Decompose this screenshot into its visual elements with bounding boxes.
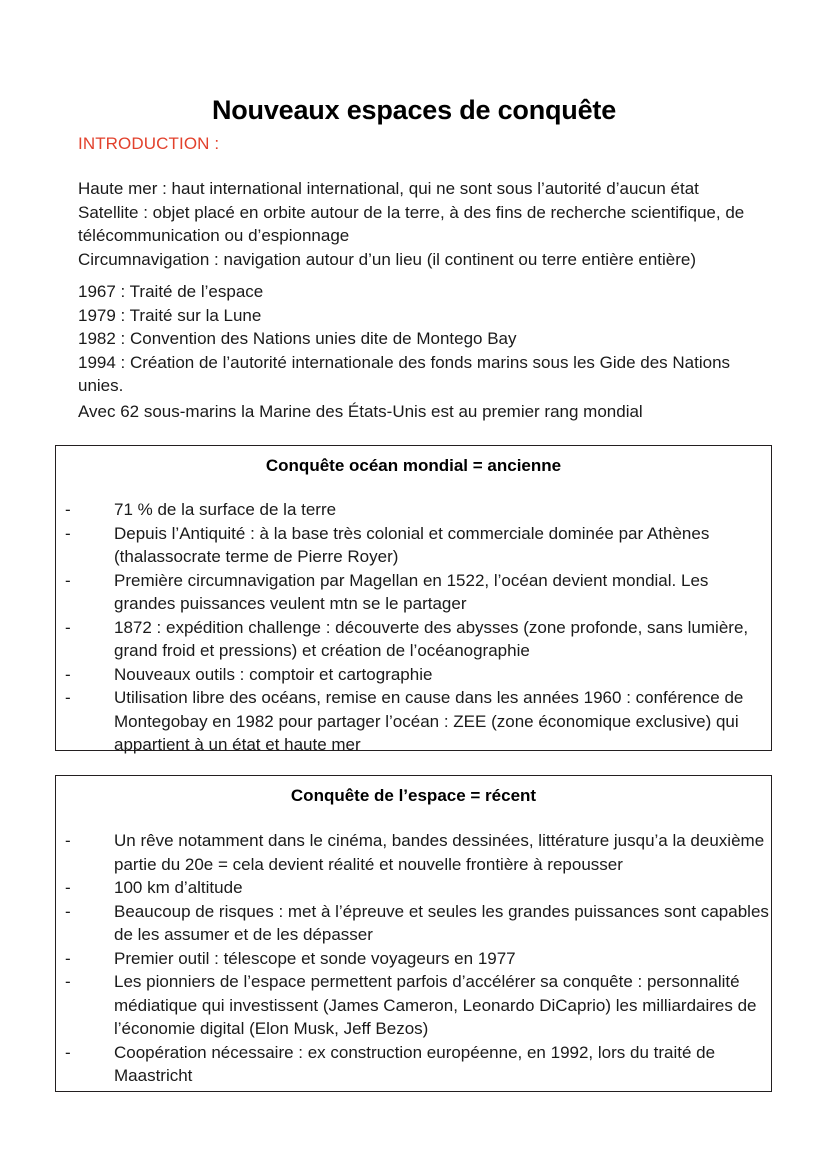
list-item	[65, 686, 771, 757]
definition-line: Haute mer : haut international international, qui ne sont sous l’autorité d’aucun état	[78, 179, 699, 198]
list-item-text: Beaucoup de risques : met à l’épreuve et seules les grandes puissances sont capables de les assumer et de les dépasser	[114, 901, 769, 945]
list-item	[65, 829, 771, 876]
list-item-text: Premier outil : télescope et sonde voyageurs en 1977	[114, 948, 516, 968]
bullet-list-space	[56, 829, 771, 1088]
list-item	[65, 970, 771, 1041]
bullet-dash-icon: -	[65, 878, 71, 898]
list-item-text: 100 km d’altitude	[114, 878, 243, 898]
list-item	[65, 498, 771, 522]
list-item-text: Coopération nécessaire : ex construction européenne, en 1992, lors du traité de Maastricht	[114, 1042, 716, 1086]
key-date-line: 1994 : Création de l’autorité internationale des fonds marins sous les Gide des Nations unies.	[78, 352, 731, 395]
box-conquete-espace	[55, 775, 772, 1092]
list-item	[65, 569, 771, 616]
bullet-dash-icon: -	[65, 972, 71, 992]
list-item-text: Première circumnavigation par Magellan en 1522, l’océan devient mondial. Les grandes puissances veulent mtn se le partager	[114, 570, 709, 614]
introduction-key-dates	[78, 280, 768, 398]
list-item	[65, 900, 771, 947]
page-title: Nouveaux espaces de conquête	[211, 95, 617, 126]
list-item	[65, 522, 771, 569]
list-item-text: Nouveaux outils : comptoir et cartographie	[114, 664, 433, 684]
introduction-note	[78, 400, 768, 424]
list-item	[65, 947, 771, 971]
introduction-definitions	[78, 177, 768, 271]
bullet-dash-icon: -	[65, 1042, 71, 1062]
bullet-dash-icon: -	[65, 901, 71, 921]
box-title-ocean: Conquête océan mondial = ancienne	[265, 456, 562, 475]
key-date-line: 1967 : Traité de l’espace	[78, 282, 264, 301]
bullet-dash-icon: -	[65, 500, 71, 520]
list-item	[65, 663, 771, 687]
bullet-list-ocean	[56, 498, 771, 757]
definition-line: Circumnavigation : navigation autour d’un lieu (il continent ou terre entière entière)	[78, 249, 697, 269]
list-item-text: Un rêve notamment dans le cinéma, bandes dessinées, littérature jusqu’a la deuxième partie du 20e = cela devient réalité et nouvelle frontière à repousser	[114, 831, 765, 874]
box-conquete-ocean-mondial	[55, 445, 772, 755]
key-date-line: 1979 : Traité sur la Lune	[78, 305, 262, 325]
list-item	[65, 616, 771, 663]
note-line: Avec 62 sous-marins la Marine des États-Unis est au premier rang mondial	[78, 402, 643, 421]
bullet-dash-icon: -	[65, 688, 71, 708]
list-item-text: 1872 : expédition challenge : découverte des abysses (zone profonde, sans lumière, grand froid et pressions) et création de l’océanographie	[114, 617, 749, 661]
bullet-dash-icon: -	[65, 664, 71, 684]
list-item	[65, 1041, 771, 1088]
box-title-space: Conquête de l’espace = récent	[290, 786, 537, 805]
bullet-dash-icon: -	[65, 831, 71, 851]
introduction-heading: INTRODUCTION :	[78, 134, 220, 153]
key-date-line: 1982 : Convention des Nations unies dite de Montego Bay	[78, 329, 517, 348]
bullet-dash-icon: -	[65, 617, 71, 637]
definition-line: Satellite : objet placé en orbite autour de la terre, à des fins de recherche scientifique, de télécommunication ou d’espionnage	[78, 202, 745, 245]
list-item-text: Utilisation libre des océans, remise en cause dans les années 1960 : conférence de Montegobay en 1982 pour partager l’océan : ZEE (zone économique exclusive) qui appartient à un état et haute mer	[114, 688, 744, 755]
list-item-text: 71 % de la surface de la terre	[114, 500, 337, 520]
list-item-text: Depuis l’Antiquité : à la base très colonial et commerciale dominée par Athènes (thalassocrate terme de Pierre Royer)	[114, 523, 710, 567]
list-item-text: Les pionniers de l’espace permettent parfois d’accélérer sa conquête : personnalité médiatique qui investissent (James Cameron, Leonardo DiCaprio) les milliardaires de l’économie digital (Elon Musk, Jeff Bezos)	[114, 972, 757, 1039]
bullet-dash-icon: -	[65, 570, 71, 590]
bullet-dash-icon: -	[65, 948, 71, 968]
list-item	[65, 876, 771, 900]
bullet-dash-icon: -	[65, 523, 71, 543]
